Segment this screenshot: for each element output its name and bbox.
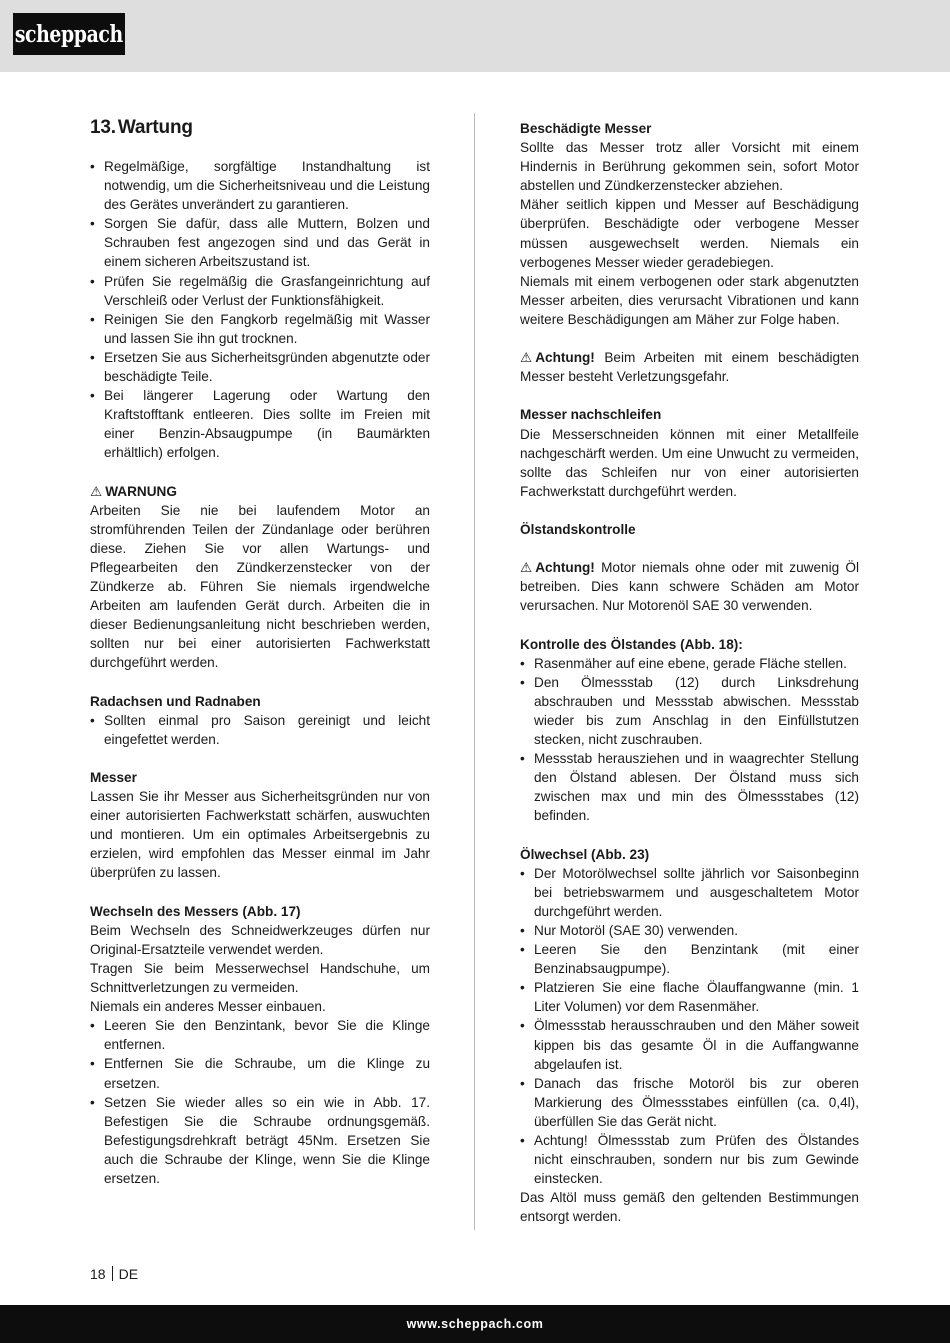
attention-text: Motor niemals ohne oder mit zuwenig Öl betreiben. Dies kann schwere Schäden am Motor verursachen. Nur Motorenöl SAE 30 verwenden. [520, 560, 859, 614]
oil-check-heading: Kontrolle des Ölstandes (Abb. 18): [520, 636, 743, 652]
footer-band [0, 1305, 950, 1343]
blade-change-text-2: Tragen Sie beim Messerwechsel Handschuhe, um Schnittverletzungen zu vermeiden. [90, 960, 430, 996]
axles-heading: Radachsen und Radnaben [90, 693, 261, 709]
disposal-text: Das Altöl muss gemäß den geltenden Bestimmungen entsorgt werden. [520, 1190, 859, 1225]
list-item: • Rasenmäher auf eine ebene, gerade Fläche stellen. [520, 654, 859, 673]
warning-title: WARNUNG [105, 483, 177, 499]
sharpen-text: Die Messerschneiden können mit einer Metallfeile nachgeschärft werden. Um eine Unwucht zu vermeiden, sollte das Schleifen nur von einer autorisierten Fachwerkstatt durchgeführt werden. [520, 426, 859, 499]
list-item: • Prüfen Sie regelmäßig die Grasfangeinrichtung auf Verschleiß oder Verlust der Funktionsfähigkeit. [90, 272, 430, 310]
oil-change-heading: Ölwechsel (Abb. 23) [520, 846, 650, 862]
blade-change-heading: Wechseln des Messers (Abb. 17) [90, 903, 301, 919]
axles-bullets [90, 711, 430, 749]
header-band [0, 0, 950, 72]
blade-change-text-1: Beim Wechseln des Schneidwerkzeuges dürfen nur Original-Ersatzteile verwendet werden. [90, 922, 430, 957]
list-item: • Danach das frische Motoröl bis zur oberen Markierung des Ölmessstabes einfüllen (ca. 0,4l), überfüllen Sie das Gerät nicht. [520, 1074, 859, 1131]
left-column [90, 117, 430, 1188]
oil-check-bullets [520, 654, 859, 826]
list-item: • Messstab herausziehen und in waagrechter Stellung den Ölstand ablesen. Der Ölstand muss sich zwischen max und min des Ölmessstabes (12) befinden. [520, 749, 859, 825]
damaged-blade-text-3: Niemals mit einem verbogenen oder stark abgenutzten Messer arbeiten, dies verursacht Vibrationen und kann weitere Beschädigungen am Mäher zur Folge haben. [520, 273, 859, 327]
page-number [90, 1265, 138, 1283]
oil-level-heading: Ölstandskontrolle [520, 521, 636, 537]
warning-triangle-icon: ⚠ [520, 560, 533, 576]
maintenance-bullets [90, 157, 430, 463]
warning-text: Arbeiten Sie nie bei laufendem Motor an stromführenden Teilen der Zündanlage oder berühren diese. Ziehen Sie vor allen Wartungs- und Pflegearbeiten den Zündkerzenstecker von der Zündkerze ab. Führen Sie niemals irgendwelche Arbeiten am laufenden Gerät durch. Arbeiten die in dieser Bedienungsanleitung nicht beschrieben werden, sollten nur bei einer autorisierten Fachwerkstatt durchgeführt werden. [90, 502, 430, 671]
attention-text: Beim Arbeiten mit einem beschädigten Messer besteht Verletzungsgefahr. [520, 350, 860, 385]
attention-label: Achtung! [535, 350, 595, 366]
sharpen-heading: Messer nachschleifen [520, 407, 662, 423]
list-item: • Reinigen Sie den Fangkorb regelmäßig mit Wasser und lassen Sie ihn gut trocknen. [90, 310, 430, 348]
damaged-blade-heading: Beschädigte Messer [520, 121, 652, 136]
blade-change-bullets [90, 1016, 430, 1188]
list-item: • Der Motorölwechsel sollte jährlich vor Saisonbeginn bei betriebswarmem und ausgeschaltetem Motor durchgeführt werden. [520, 864, 859, 921]
list-item: • Ölmessstab herausschrauben und den Mäher soweit kippen bis das gesamte Öl in die Auffangwanne abgelaufen ist. [520, 1016, 859, 1073]
attention-note-1 [520, 348, 859, 386]
list-item: • Leeren Sie den Benzintank, bevor Sie die Klinge entfernen. [90, 1016, 430, 1054]
section-number: 13. [90, 117, 116, 138]
section-title-text: Wartung [117, 117, 193, 138]
brand-logo-text: scheppach [15, 20, 123, 48]
list-item: • Entfernen Sie die Schraube, um die Klinge zu ersetzen. [90, 1054, 430, 1092]
damaged-blade-text-2: Mäher seitlich kippen und Messer auf Beschädigung überprüfen. Beschädigte oder verbogene Messer müssen ausgewechselt werden. Niemals ein verbogenes Messer wieder geradebiegen. [520, 197, 859, 270]
list-item: • Leeren Sie den Benzintank (mit einer Benzinabsaugpumpe). [520, 940, 859, 978]
page-number-value: 18 [90, 1266, 106, 1282]
warning-heading [90, 482, 430, 501]
right-column [520, 119, 859, 1226]
page-number-separator [112, 1266, 113, 1281]
list-item: • Sollten einmal pro Saison gereinigt und leicht eingefettet werden. [90, 711, 430, 749]
list-item: • Platzieren Sie eine flache Ölauffangwanne (min. 1 Liter Volumen) vor dem Rasenmäher. [520, 978, 859, 1016]
blade-heading: Messer [90, 770, 137, 785]
oil-change-bullets [520, 864, 859, 1189]
warning-triangle-icon: ⚠ [520, 350, 533, 366]
list-item: • Setzen Sie wieder alles so ein wie in Abb. 17. Befestigen Sie die Schraube ordnungsgemäß. Befestigungsdrehkraft beträgt 45Nm. Ersetzen Sie auch die Schraube der Klinge, wenn Sie die Klinge ersetzen. [90, 1093, 430, 1188]
list-item: • Nur Motoröl (SAE 30) verwenden. [520, 921, 859, 940]
column-divider [474, 113, 475, 1230]
damaged-blade-text-1: Sollte das Messer trotz aller Vorsicht mit einem Hindernis in Berührung gekommen sein, sofort Motor abstellen und Zündkerzenstecker abziehen. [520, 140, 859, 194]
blade-change-text-3: Niemals ein anderes Messer einbauen. [90, 999, 326, 1015]
list-item: • Regelmäßige, sorgfältige Instandhaltung ist notwendig, um die Sicherheitsniveau und die Leistung des Gerätes unverändert zu garantieren. [90, 157, 430, 214]
blade-text: Lassen Sie ihr Messer aus Sicherheitsgründen nur von einer autorisierten Fachwerkstatt schärfen, auswuchten und montieren. Um ein optimales Arbeitsergebnis zu erzielen, wird empfohlen das Messer einmal im Jahr überprüfen zu lassen. [90, 789, 430, 881]
list-item: • Sorgen Sie dafür, dass alle Muttern, Bolzen und Schrauben fest angezogen sind und das Gerät in einem sicheren Arbeitszustand ist. [90, 214, 430, 271]
brand-logo [13, 13, 125, 55]
attention-label: Achtung! [535, 560, 595, 576]
website-link[interactable]: www.scheppach.com [406, 1317, 544, 1331]
list-item: • Bei längerer Lagerung oder Wartung den Kraftstofftank entleeren. Dies sollte im Freien mit einer Benzin-Absaugpumpe (in Baumärkten erhältlich) erfolgen. [90, 386, 430, 462]
language-code: DE [118, 1266, 139, 1282]
warning-triangle-icon: ⚠ [90, 483, 103, 499]
list-item: • Achtung! Ölmessstab zum Prüfen des Ölstandes nicht einschrauben, sondern nur bis zum Gewinde einstecken. [520, 1131, 859, 1188]
list-item: • Ersetzen Sie aus Sicherheitsgründen abgenutzte oder beschädigte Teile. [90, 348, 430, 386]
attention-note-2 [520, 558, 859, 615]
section-title [90, 117, 430, 139]
list-item: • Den Ölmessstab (12) durch Linksdrehung abschrauben und Messstab abwischen. Messstab wieder bis zum Anschlag in den Einfüllstutzen stecken, nicht zuschrauben. [520, 673, 859, 749]
